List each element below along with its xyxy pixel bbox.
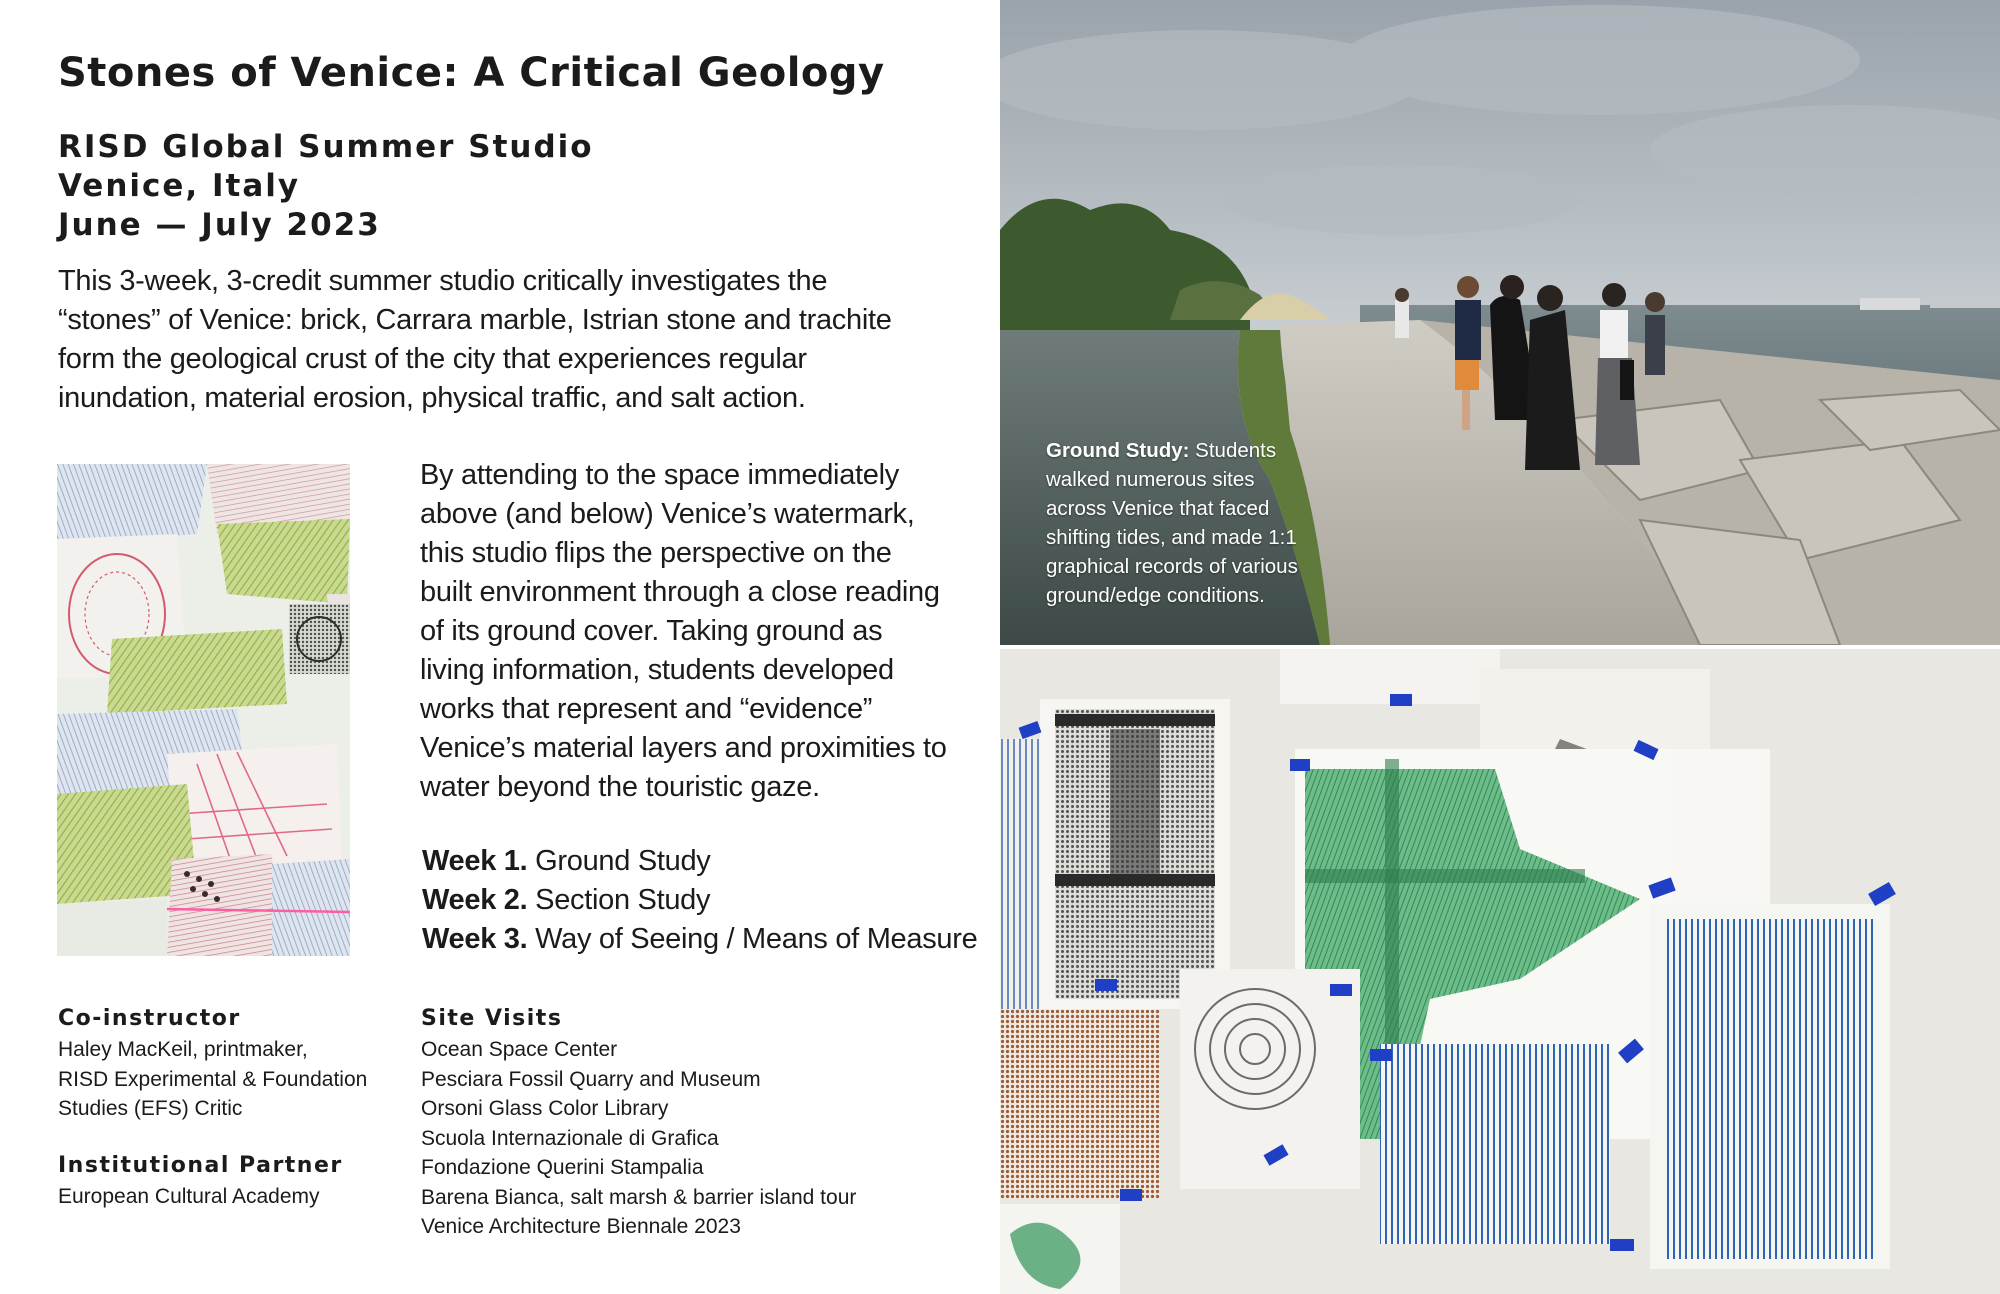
intro-line: “stones” of Venice: brick, Carrara marble, Istrian stone and trachite (58, 304, 892, 336)
partner-line: European Cultural Academy (58, 1185, 320, 1208)
coinstructor-heading: Co-instructor (58, 1006, 241, 1031)
caption-bold: Ground Study: (1046, 439, 1190, 462)
body-line: built environment through a close reading (420, 576, 940, 608)
site-visit-item: Fondazione Querini Stampalia (421, 1156, 704, 1179)
caption-first-line (1046, 436, 1336, 465)
program-location: Venice, Italy (58, 168, 301, 204)
caption-line: ground/edge conditions. (1046, 584, 1265, 607)
coinstructor-details (58, 1035, 367, 1124)
caption-line: walked numerous sites (1046, 468, 1255, 491)
caption-line: shifting tides, and made 1:1 (1046, 526, 1297, 549)
site-visit-item: Barena Bianca, salt marsh & barrier island tour (421, 1185, 857, 1209)
site-visit-item: Venice Architecture Biennale 2023 (421, 1215, 741, 1238)
collage-artwork (57, 464, 350, 956)
coinstructor-line: Haley MacKeil, printmaker, (58, 1038, 308, 1061)
caption-line: graphical records of various (1046, 555, 1298, 578)
week-item (422, 920, 977, 959)
program-name: RISD Global Summer Studio (58, 129, 594, 165)
photo-caption (1046, 436, 1336, 610)
body-line: works that represent and “evidence” (420, 693, 873, 725)
body-line: Venice’s material layers and proximities to (420, 732, 947, 764)
body-line: above (and below) Venice’s watermark, (420, 498, 915, 530)
site-visits-heading: Site Visits (421, 1006, 563, 1031)
studio-description (420, 456, 980, 807)
site-visit-item: Orsoni Glass Color Library (421, 1097, 669, 1120)
week-topic: Ground Study (535, 845, 711, 877)
intro-paragraph (58, 262, 892, 418)
site-visits-list (421, 1035, 856, 1242)
site-visit-item: Scuola Internazionale di Grafica (421, 1126, 719, 1150)
partner-details (58, 1182, 320, 1212)
week-topic: Way of Seeing / Means of Measure (535, 923, 978, 955)
week-item (422, 842, 977, 881)
program-dates: June — July 2023 (58, 207, 381, 243)
weeks-list (422, 842, 977, 959)
body-line: living information, students developed (420, 654, 894, 686)
intro-line: form the geological crust of the city that experiences regular (58, 343, 807, 375)
week-label: Week 1. (422, 845, 528, 877)
site-visit-item: Pesciara Fossil Quarry and Museum (421, 1067, 761, 1091)
caption-first-rest: Students (1189, 439, 1277, 462)
body-line: of its ground cover. Taking ground as (420, 615, 883, 647)
program-info (58, 128, 594, 245)
week-topic: Section Study (535, 884, 711, 916)
rubbings-scene (1000, 649, 2000, 1294)
page-title: Stones of Venice: A Critical Geology (58, 50, 885, 96)
body-line: this studio flips the perspective on the (420, 537, 892, 569)
rubbings-wall-photo (1000, 649, 2000, 1294)
week-label: Week 2. (422, 884, 528, 916)
caption-line: across Venice that faced (1046, 497, 1270, 520)
coinstructor-line: Studies (EFS) Critic (58, 1097, 243, 1120)
intro-line: This 3-week, 3-credit summer studio critically investigates the (58, 265, 828, 297)
site-visit-item: Ocean Space Center (421, 1038, 618, 1061)
coinstructor-line: RISD Experimental & Foundation (58, 1067, 368, 1091)
body-line: By attending to the space immediately (420, 459, 899, 491)
intro-line: inundation, material erosion, physical traffic, and salt action. (58, 382, 806, 414)
week-label: Week 3. (422, 923, 528, 955)
partner-heading: Institutional Partner (58, 1153, 343, 1178)
body-line: water beyond the touristic gaze. (420, 771, 820, 803)
collage-image (57, 464, 350, 956)
week-item (422, 881, 977, 920)
